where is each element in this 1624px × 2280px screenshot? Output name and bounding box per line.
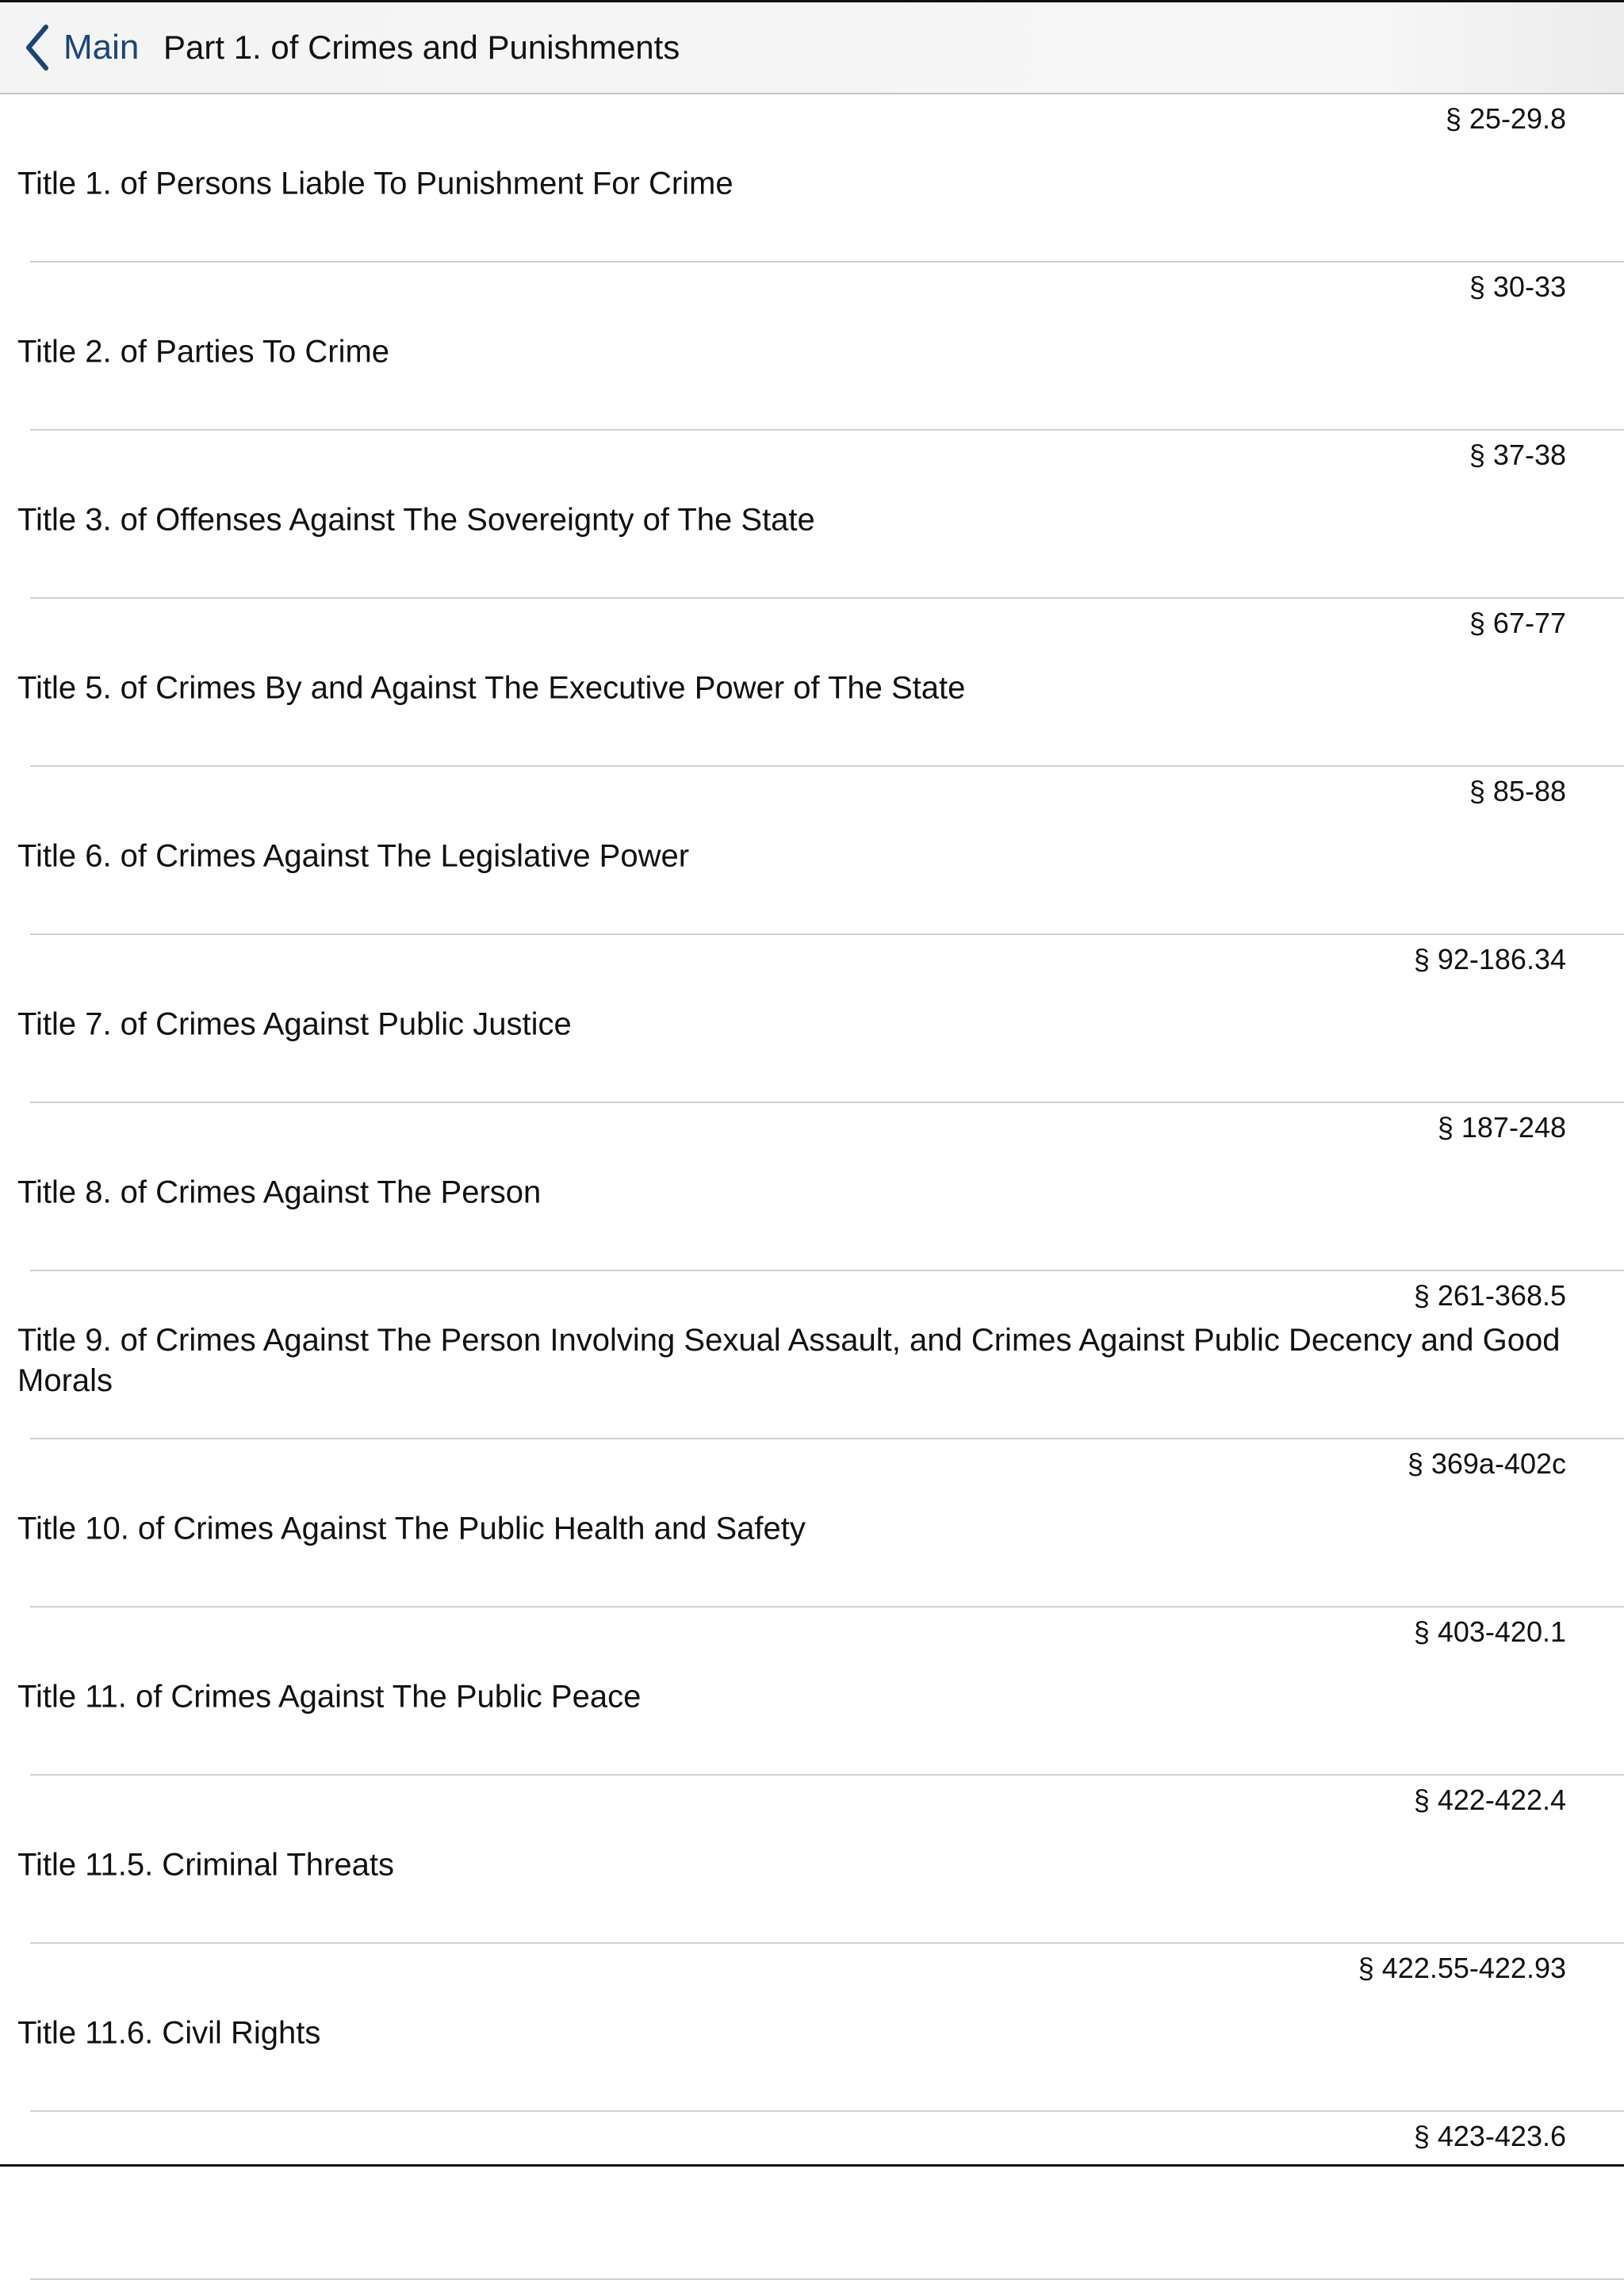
section-range: § 422.55-422.93 [1358,1952,1566,1984]
list-item[interactable] [0,767,1624,935]
list-item[interactable] [0,2112,1624,2280]
section-range: § 25-29.8 [1445,102,1566,135]
title-label: Title 5. of Crimes By and Against The Executive Power of The State [17,670,966,706]
list-item[interactable] [0,1271,1624,1439]
section-range: § 92-186.34 [1413,943,1566,975]
chevron-left-icon [22,24,54,71]
section-range: § 422-422.4 [1413,1784,1566,1816]
list-item[interactable] [0,1776,1624,1944]
section-range: § 403-420.1 [1413,1615,1566,1648]
list-item[interactable] [0,431,1624,599]
list-item[interactable] [0,599,1624,767]
section-range: § 423-423.6 [1413,2120,1566,2152]
back-button[interactable] [22,21,139,74]
navigation-bar [0,2,1624,94]
list-item[interactable] [0,94,1624,262]
list-item[interactable] [0,1103,1624,1271]
list-item[interactable] [0,1607,1624,1776]
section-range: § 369a-402c [1407,1447,1566,1480]
title-label: Title 6. of Crimes Against The Legislative Power [17,838,690,874]
list-item[interactable] [0,935,1624,1103]
title-label: Title 10. of Crimes Against The Public Health and Safety [17,1511,806,1546]
title-label: Title 3. of Offenses Against The Sovereignty of The State [17,502,815,538]
list-item[interactable] [0,1439,1624,1607]
section-range: § 37-38 [1469,439,1566,471]
section-range: § 67-77 [1469,607,1566,639]
title-label: Title 11.5. Criminal Threats [17,1847,394,1883]
list-item[interactable] [0,1944,1624,2112]
title-label: Title 11.6. Civil Rights [17,2015,321,2051]
titles-list [0,94,1624,2280]
list-item[interactable] [0,262,1624,431]
title-label: Title 8. of Crimes Against The Person [17,1174,542,1210]
title-label: Title 11. of Crimes Against The Public Peace [17,1679,642,1715]
section-range: § 30-33 [1469,270,1566,303]
title-label: Title 1. of Persons Liable To Punishment For Crime [17,166,733,201]
back-label: Main [63,28,140,67]
title-label: Title 9. of Crimes Against The Person Involving Sexual Assault, and Crimes Against Public Decency and Good Morals [17,1323,1561,1398]
title-label: Title 7. of Crimes Against Public Justice [17,1006,572,1042]
section-range: § 187-248 [1437,1111,1566,1144]
title-label: Title 2. of Parties To Crime [17,334,390,370]
page-title: Part 1. of Crimes and Punishments [163,29,680,66]
section-range: § 85-88 [1469,775,1566,807]
section-range: § 261-368.5 [1413,1279,1566,1312]
